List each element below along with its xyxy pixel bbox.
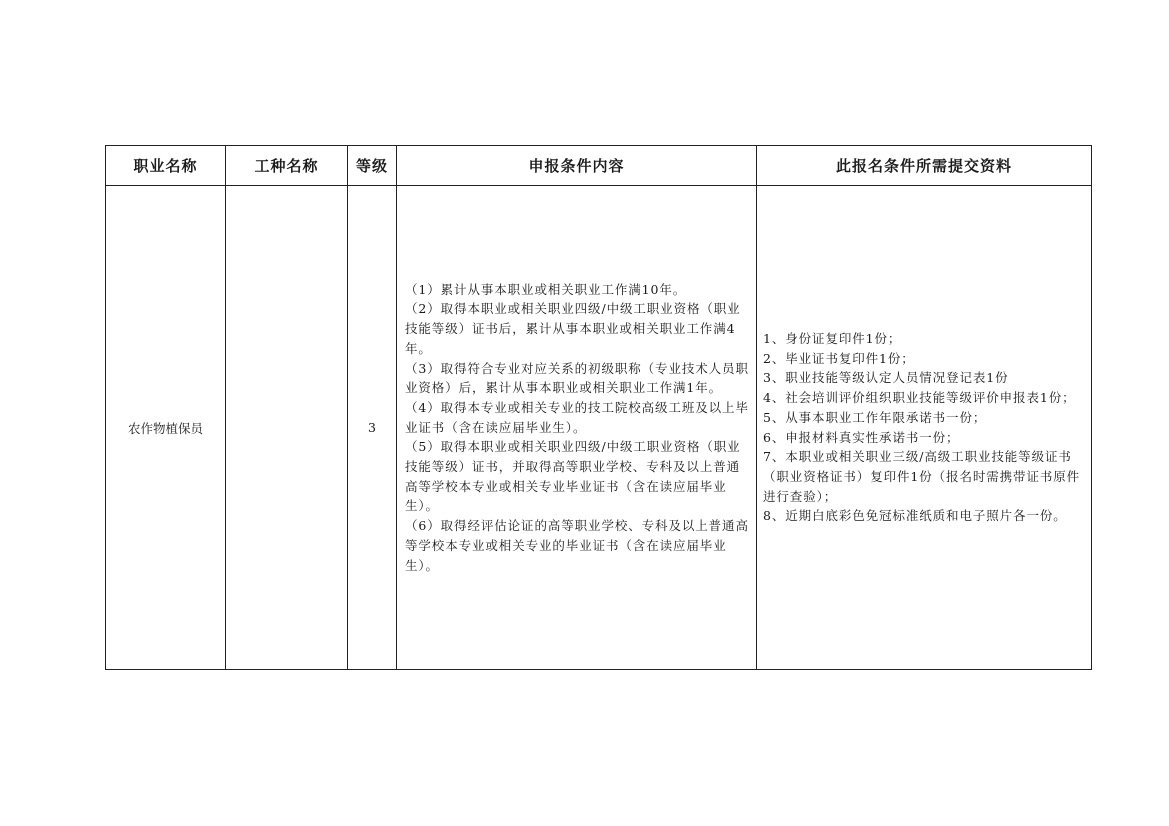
header-level: 等级 [348, 146, 397, 186]
table-row [106, 186, 1092, 670]
cell-conditions [397, 186, 757, 670]
cell-materials [757, 186, 1092, 670]
material-item: 7、本职业或相关职业三级/高级工职业技能等级证书（职业资格证书）复印件1份（报名时需携带证书原件进行查验）； [763, 449, 1081, 504]
materials-list [757, 329, 1091, 526]
condition-item: （6）取得经评估论证的高等职业学校、专科及以上普通高等学校本专业或相关专业的毕业证书（含在读应届毕业生）。 [405, 518, 749, 573]
header-row [106, 146, 1092, 186]
material-item: 6、申报材料真实性承诺书一份； [763, 429, 960, 445]
header-conditions: 申报条件内容 [397, 146, 757, 186]
condition-item: （5）取得本职业或相关职业四级/中级工职业资格（职业技能等级）证书，并取得高等职业学校、专科及以上普通高等学校本专业或相关专业毕业证书（含在读应届毕业生）。 [405, 439, 741, 514]
material-item: 3、职业技能等级认定人员情况登记表1份 [763, 370, 1009, 386]
material-item: 2、毕业证书复印件1份； [763, 350, 915, 366]
condition-item: （2）取得本职业或相关职业四级/中级工职业资格（职业技能等级）证书后，累计从事本职业或相关职业工作满4年。 [405, 301, 741, 356]
material-item: 8、近期白底彩色免冠标准纸质和电子照片各一份。 [763, 508, 1067, 524]
material-item: 1、身份证复印件1份； [763, 330, 902, 346]
material-item: 4、社会培训评价组织职业技能等级评价申报表1份； [763, 390, 1076, 406]
condition-item: （3）取得符合专业对应关系的初级职称（专业技术人员职业资格）后，累计从事本职业或相关职业工作满1年。 [405, 360, 749, 396]
condition-item: （4）取得本专业或相关专业的技工院校高级工班及以上毕业证书（含在读应届毕业生）。 [405, 399, 749, 435]
material-item: 5、从事本职业工作年限承诺书一份； [763, 409, 987, 425]
condition-item: （1）累计从事本职业或相关职业工作满10年。 [405, 281, 687, 297]
cell-job-type [226, 186, 348, 670]
cell-occupation: 农作物植保员 [106, 186, 226, 670]
header-materials: 此报名条件所需提交资料 [757, 146, 1092, 186]
conditions-list [397, 280, 756, 576]
requirements-table [105, 145, 1092, 670]
header-occupation: 职业名称 [106, 146, 226, 186]
cell-level: 3 [348, 186, 397, 670]
header-job-type: 工种名称 [226, 146, 348, 186]
